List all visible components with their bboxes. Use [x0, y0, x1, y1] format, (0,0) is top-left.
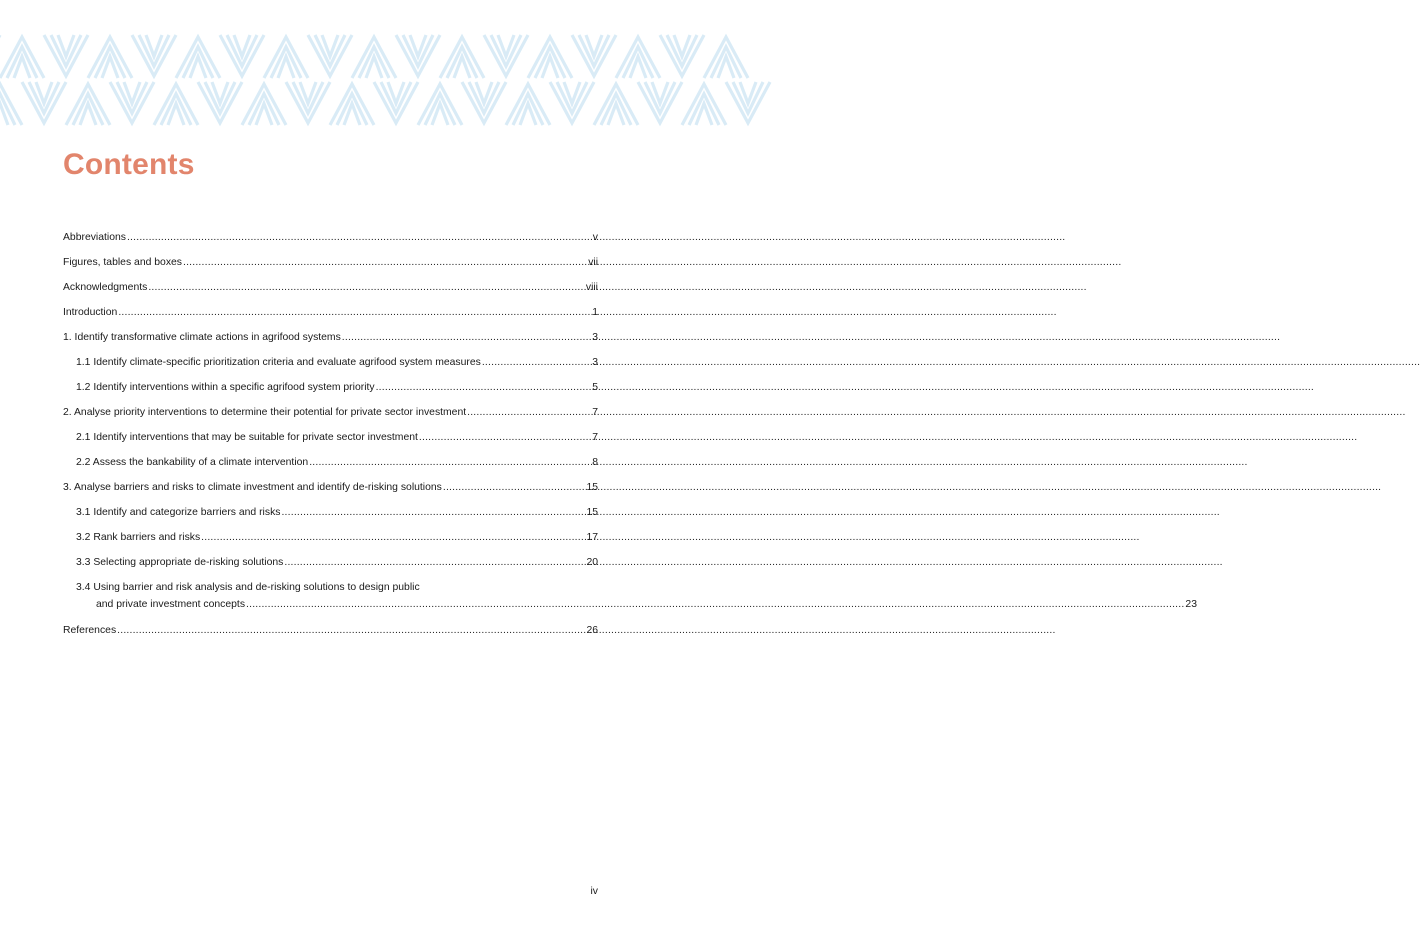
toc-entry-section-3-2[interactable] [63, 529, 598, 554]
pattern-chevron [711, 47, 741, 78]
pattern-chevron [623, 47, 653, 78]
toc-entry-figures-tables-boxes[interactable] [63, 254, 598, 279]
pattern-chevron [29, 82, 59, 113]
dot-leader [183, 254, 587, 271]
toc-entry-title-line2: and private investment concepts [96, 599, 246, 610]
pattern-chevron [95, 47, 125, 78]
pattern-chevron [557, 82, 587, 113]
toc-entry-section-1-2[interactable] [63, 379, 598, 404]
dot-leader [281, 504, 585, 521]
toc-entry-page: 17 [586, 532, 598, 543]
dot-leader [309, 454, 591, 471]
toc-entry-title: Figures, tables and boxes [63, 257, 182, 268]
pattern-chevron [249, 94, 279, 125]
toc-entry-title: 3.4 Using barrier and risk analysis and de-risking solutions to design public [76, 582, 420, 593]
toc-entry-page: viii [585, 282, 598, 293]
pattern-chevron [491, 35, 521, 66]
toc-entry-title: 1.1 Identify climate-specific prioritization criteria and evaluate agrifood system measures [76, 357, 481, 368]
toc-entry-title: 3.2 Rank barriers and risks [76, 532, 201, 543]
pattern-chevron [271, 47, 301, 78]
dot-leader [127, 229, 592, 246]
toc-entry-section-3-4[interactable] [63, 579, 1197, 622]
table-of-contents [63, 229, 1197, 647]
toc-entry-title: 3.3 Selecting appropriate de-risking solutions [76, 557, 284, 568]
toc-entry-section-2-1[interactable] [63, 429, 598, 454]
pattern-chevron [425, 94, 455, 125]
pattern-chevron [7, 47, 37, 78]
toc-entry-section-1[interactable] [63, 329, 598, 354]
toc-entry-page: 20 [586, 557, 598, 568]
toc-entry-page: 8 [592, 457, 598, 468]
toc-entry-page: 7 [592, 407, 598, 418]
pattern-chevron [73, 94, 103, 125]
toc-entry-title: 3.1 Identify and categorize barriers and risks [76, 507, 281, 518]
toc-entry-section-3[interactable] [63, 479, 598, 504]
toc-entry-page: 3 [592, 357, 598, 368]
toc-entry-title: References [63, 625, 117, 636]
pattern-chevron [205, 82, 235, 113]
page-number: iv [590, 886, 598, 897]
toc-entry-title: Abbreviations [63, 232, 126, 243]
dot-leader [284, 554, 585, 571]
toc-entry-acknowledgments[interactable] [63, 279, 598, 304]
toc-entry-section-1-1[interactable] [63, 354, 598, 379]
toc-entry-abbreviations[interactable] [63, 229, 598, 254]
toc-entry-page: 7 [592, 432, 598, 443]
pattern-chevron [315, 35, 345, 66]
pattern-chevron [689, 94, 719, 125]
dot-leader [246, 596, 1184, 613]
toc-entry-page: 15 [586, 507, 598, 518]
dot-leader [419, 429, 591, 446]
toc-entry-continuation [76, 596, 1197, 613]
pattern-chevron [403, 35, 433, 66]
pattern-chevron [183, 47, 213, 78]
pattern-chevron [359, 47, 389, 78]
pattern-chevron [161, 94, 191, 125]
toc-entry-title: Acknowledgments [63, 282, 148, 293]
toc-entry-section-3-1[interactable] [63, 504, 598, 529]
toc-entry-page: 3 [592, 332, 598, 343]
dot-leader [201, 529, 585, 546]
dot-leader [117, 622, 585, 639]
pattern-chevron [337, 94, 367, 125]
dot-leader [148, 279, 585, 296]
toc-entry-title: 1. Identify transformative climate actions in agrifood systems [63, 332, 341, 343]
toc-entry-multiline [76, 579, 1197, 613]
toc-entry-page: 23 [1185, 599, 1197, 610]
toc-entry-page: vii [588, 257, 598, 268]
toc-entry-title: 2.1 Identify interventions that may be suitable for private sector investment [76, 432, 418, 443]
toc-entry-title: 3. Analyse barriers and risks to climate investment and identify de-risking solutions [63, 482, 442, 493]
pattern-chevron [513, 94, 543, 125]
toc-entry-section-3-3[interactable] [63, 554, 598, 579]
dot-leader [342, 329, 591, 346]
dot-leader [467, 404, 591, 421]
pattern-chevron [381, 82, 411, 113]
toc-entry-introduction[interactable] [63, 304, 598, 329]
toc-entry-page: 5 [592, 382, 598, 393]
toc-entry-title: 2.2 Assess the bankability of a climate intervention [76, 457, 309, 468]
toc-entry-section-2-2[interactable] [63, 454, 598, 479]
pattern-chevron [601, 94, 631, 125]
page-title: Contents [63, 148, 195, 181]
toc-entry-title: 2. Analyse priority interventions to determine their potential for private sector investment [63, 407, 467, 418]
toc-entry-title: 1.2 Identify interventions within a specific agrifood system priority [76, 382, 375, 393]
pattern-chevron [447, 47, 477, 78]
toc-entry-page: 15 [586, 482, 598, 493]
pattern-chevron [733, 82, 763, 113]
pattern-chevron [117, 82, 147, 113]
toc-entry-page: 26 [586, 625, 598, 636]
header-pattern-banner [0, 33, 662, 127]
chevron-pattern [0, 33, 662, 127]
pattern-chevron [645, 82, 675, 113]
pattern-chevron [227, 35, 257, 66]
pattern-chevron [667, 35, 697, 66]
pattern-chevron [139, 35, 169, 66]
dot-leader [482, 354, 591, 371]
pattern-chevron [293, 82, 323, 113]
toc-entry-section-2[interactable] [63, 404, 598, 429]
pattern-chevron [579, 35, 609, 66]
dot-leader [376, 379, 592, 396]
toc-entry-title: Introduction [63, 307, 118, 318]
dot-leader [118, 304, 591, 321]
toc-entry-page: 1 [592, 307, 598, 318]
toc-entry-page: v [592, 232, 598, 243]
pattern-chevron [535, 47, 565, 78]
dot-leader [443, 479, 586, 496]
pattern-chevron [469, 82, 499, 113]
toc-entry-references[interactable] [63, 622, 598, 647]
pattern-chevron [51, 35, 81, 66]
